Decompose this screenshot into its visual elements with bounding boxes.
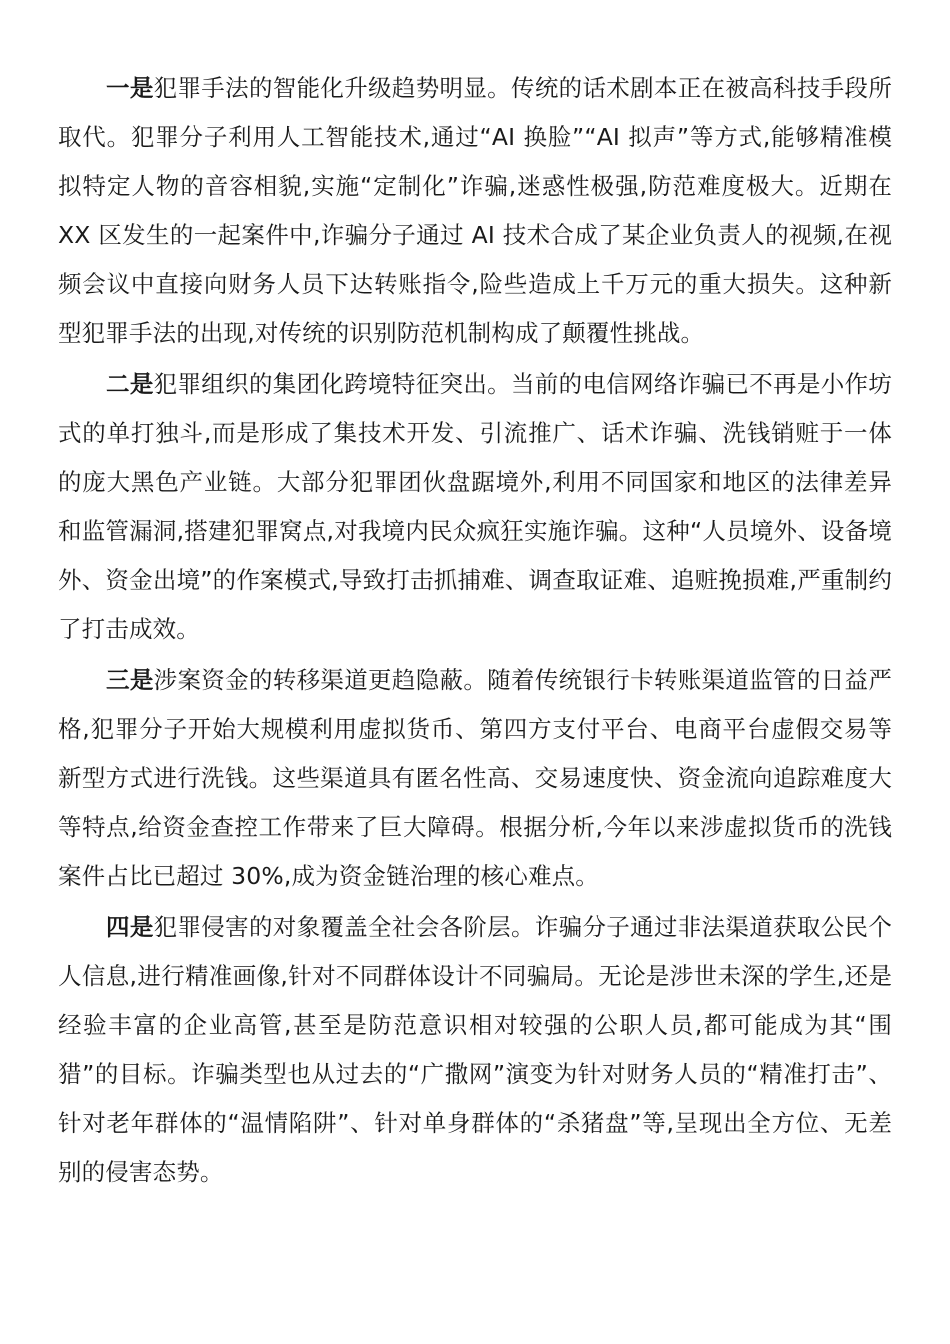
paragraph-lead: 三是 [106,666,154,694]
paragraph-4 [58,903,892,1197]
paragraph-3 [58,656,892,901]
paragraph-text: 涉案资金的转移渠道更趋隐蔽。随着传统银行卡转账渠道监管的日益严格,犯罪分子开始大规模利用虚拟货币、第四方支付平台、电商平台虚假交易等新型方式进行洗钱。这些渠道具有匿名性高、交易速度快、资金流向追踪难度大等特点,给资金查控工作带来了巨大障碍。根据分析,今年以来涉虚拟货币的洗钱案件占比已超过 30%,成为资金链治理的核心难点。 [58,666,892,890]
paragraph-lead: 二是 [106,370,154,398]
paragraph-text: 犯罪手法的智能化升级趋势明显。传统的话术剧本正在被高科技手段所取代。犯罪分子利用人工智能技术,通过“AI 换脸”“AI 拟声”等方式,能够精准模拟特定人物的音容相貌,实施“定制化”诈骗,迷惑性极强,防范难度极大。近期在 XX 区发生的一起案件中,诈骗分子通过 AI 技术合成了某企业负责人的视频,在视频会议中直接向财务人员下达转账指令,险些造成上千万元的重大损失。这种新型犯罪手法的出现,对传统的识别防范机制构成了颠覆性挑战。 [58,74,892,347]
paragraph-text: 犯罪组织的集团化跨境特征突出。当前的电信网络诈骗已不再是小作坊式的单打独斗,而是形成了集技术开发、引流推广、话术诈骗、洗钱销赃于一体的庞大黑色产业链。大部分犯罪团伙盘踞境外,利用不同国家和地区的法律差异和监管漏洞,搭建犯罪窝点,对我境内民众疯狂实施诈骗。这种“人员境外、设备境外、资金出境”的作案模式,导致打击抓捕难、调查取证难、追赃挽损难,严重制约了打击成效。 [58,370,892,643]
paragraph-2 [58,360,892,654]
paragraph-lead: 四是 [106,913,154,941]
paragraph-text: 犯罪侵害的对象覆盖全社会各阶层。诈骗分子通过非法渠道获取公民个人信息,进行精准画像,针对不同群体设计不同骗局。无论是涉世未深的学生,还是经验丰富的企业高管,甚至是防范意识相对较强的公职人员,都可能成为其“围猎”的目标。诈骗类型也从过去的“广撒网”演变为针对财务人员的“精准打击”、针对老年群体的“温情陷阱”、针对单身群体的“杀猪盘”等,呈现出全方位、无差别的侵害态势。 [58,913,892,1186]
paragraph-1 [58,64,892,358]
document-body [58,64,892,1199]
paragraph-lead: 一是 [106,74,154,102]
